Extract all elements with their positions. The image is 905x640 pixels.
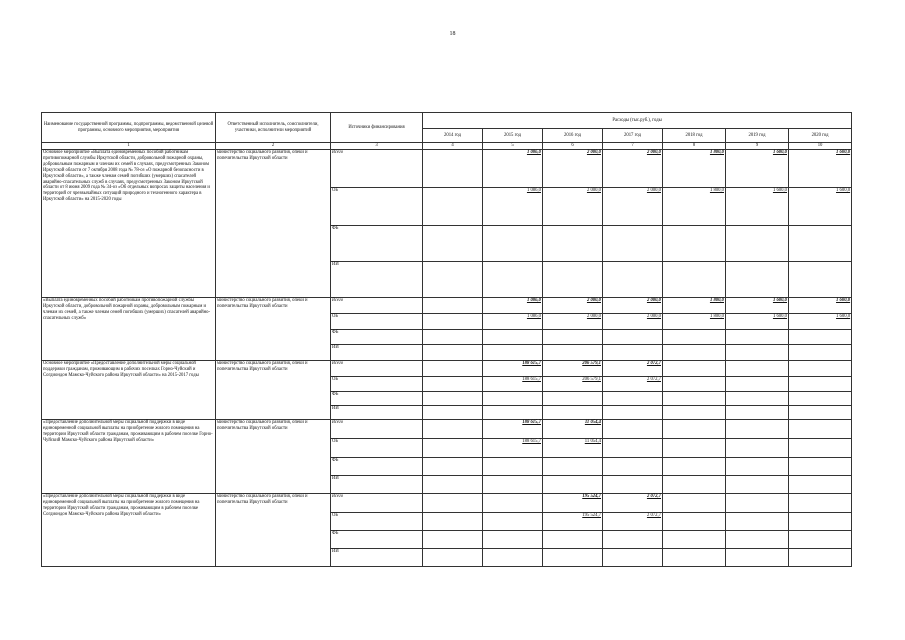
column-number: 10 (789, 143, 852, 150)
expense-cell: 1 600,0 (789, 150, 852, 188)
expense-cell (423, 188, 483, 226)
expense-cell: 2 000,0 (603, 298, 663, 314)
expense-cell (603, 531, 663, 549)
page-number: 18 (449, 31, 456, 37)
expense-cell: 1 086,0 (483, 314, 543, 330)
expense-cell (483, 549, 543, 567)
expense-cell (726, 361, 789, 377)
funding-source: ФБ (331, 226, 423, 262)
header-name: Наименование государственной программы, подпрограммы, ведомственной целевой программы, основного мероприятия, мероприятия (42, 113, 216, 143)
expense-cell (423, 531, 483, 549)
expense-cell (663, 458, 726, 476)
expense-cell: 1 800,0 (663, 298, 726, 314)
funding-source: ИИ (331, 262, 423, 298)
expense-cell (483, 226, 543, 262)
funding-source: ФБ (331, 392, 423, 406)
expense-cell: 11 054,4 (543, 439, 603, 458)
expense-cell (423, 458, 483, 476)
expense-cell: 1 600,0 (726, 150, 789, 188)
expense-cell: 1 600,0 (726, 298, 789, 314)
expense-cell (663, 392, 726, 406)
expense-cell (483, 262, 543, 298)
expense-cell: 1 600,0 (789, 188, 852, 226)
column-number: 9 (726, 143, 789, 150)
table-row (42, 420, 852, 439)
expense-cell (663, 494, 726, 513)
expense-cell (423, 406, 483, 420)
expense-cell: 2 000,0 (603, 188, 663, 226)
header-executor: Ответственный исполнитель, соисполнители, участники, исполнители мероприятий (216, 113, 331, 143)
expense-cell (726, 458, 789, 476)
expense-cell: 2 000,0 (603, 150, 663, 188)
expense-cell (483, 458, 543, 476)
header-year: 2016 год (543, 129, 603, 143)
expense-cell (423, 262, 483, 298)
expense-cell (789, 330, 852, 345)
expense-cell: 1 800,0 (663, 188, 726, 226)
funding-source: ФБ (331, 458, 423, 476)
expense-cell (726, 476, 789, 494)
expense-cell (603, 262, 663, 298)
funding-source: ИИ (331, 345, 423, 361)
header-source: Источники финансирования (331, 113, 423, 143)
funding-source: ИИ (331, 406, 423, 420)
funding-source: ОБ (331, 513, 423, 531)
expense-cell (603, 406, 663, 420)
header-year: 2017 год (603, 129, 663, 143)
expense-cell: 2 072,7 (603, 494, 663, 513)
expense-cell (789, 439, 852, 458)
expense-cell (726, 439, 789, 458)
expense-cell (423, 513, 483, 531)
expense-cell (603, 392, 663, 406)
column-number: 4 (423, 143, 483, 150)
expense-cell: 188 615,7 (483, 361, 543, 377)
expense-cell (603, 439, 663, 458)
expense-cell: 2 072,7 (603, 361, 663, 377)
expense-cell: 2 072,7 (603, 513, 663, 531)
expense-cell: 1 600,0 (789, 298, 852, 314)
program-name: «Предоставление дополнительной меры социальной поддержки в виде единовременной социальной выплаты на приобретение жилого помещения на территории Иркутской области гражданам, проживающим в рабочем поселке Горно-Чуйский Мамско-Чуйского района Иркутской области» (42, 420, 216, 494)
header-year: 2018 год (663, 129, 726, 143)
table-row (42, 150, 852, 188)
funding-source: Всего (331, 150, 423, 188)
expense-cell (423, 314, 483, 330)
expense-cell (663, 262, 726, 298)
expense-cell (423, 439, 483, 458)
expense-cell: 2 000,0 (543, 298, 603, 314)
expense-cell (663, 406, 726, 420)
expense-cell: 1 086,0 (483, 150, 543, 188)
expense-cell: 2 000,0 (543, 150, 603, 188)
expense-cell: 2 000,0 (543, 314, 603, 330)
expense-cell (663, 226, 726, 262)
executor: министерство социального развития, опеки и попечительства Иркутской области (216, 361, 331, 420)
expense-cell (789, 420, 852, 439)
table-row (42, 298, 852, 314)
expense-cell: 1 800,0 (663, 314, 726, 330)
expense-cell (483, 513, 543, 531)
expense-cell (423, 420, 483, 439)
expense-cell (603, 226, 663, 262)
expense-cell: 1 086,0 (483, 188, 543, 226)
program-name: «Выплата единовременных пособий работникам противопожарной службы Иркутской области, добровольной пожарной охраны, добровольным пожарным и членам их семей, а также членам семей погибших (умерших) спасателей аварийно-спасательных служб» (42, 298, 216, 361)
expense-cell (603, 420, 663, 439)
program-name: «Предоставление дополнительной меры социальной поддержки в виде единовременной социальной выплаты на приобретение жилого помещения на территории Иркутской области гражданам, проживающим в рабочем поселке Согдиондон Мамско-Чуйского района Иркутской области» (42, 494, 216, 567)
header-year: 2015 год (483, 129, 543, 143)
expense-cell (543, 476, 603, 494)
expense-cell (726, 330, 789, 345)
funding-source: ОБ (331, 314, 423, 330)
expense-cell (726, 531, 789, 549)
expense-cell (423, 494, 483, 513)
expense-cell (603, 549, 663, 567)
expense-cell (726, 513, 789, 531)
expense-cell (483, 494, 543, 513)
expense-cell (789, 377, 852, 392)
funding-source: ОБ (331, 188, 423, 226)
expense-cell (423, 150, 483, 188)
expense-cell (663, 476, 726, 494)
expense-cell (726, 377, 789, 392)
header-expenses: Расходы (тыс.руб.), годы (423, 113, 852, 129)
expense-cell: 2 000,0 (543, 188, 603, 226)
expense-cell (603, 345, 663, 361)
expense-cell (663, 531, 726, 549)
column-number: 7 (603, 143, 663, 150)
expense-cell (483, 406, 543, 420)
expense-cell (543, 392, 603, 406)
expense-cell (483, 345, 543, 361)
expense-cell (423, 392, 483, 406)
expense-cell (726, 406, 789, 420)
expense-cell (543, 330, 603, 345)
expense-cell (543, 531, 603, 549)
expense-cell (726, 549, 789, 567)
expense-cell: 195 524,7 (543, 494, 603, 513)
expense-cell: 1 600,0 (726, 188, 789, 226)
funding-source: Всего (331, 361, 423, 377)
expense-cell: 206 579,1 (543, 361, 603, 377)
expense-cell: 1 600,0 (789, 314, 852, 330)
program-name: Основное мероприятие «Выплата единовременных пособий работникам противопожарной службы Иркутской области, добровольной пожарной охраны, добровольным пожарным и членам их семей в случаях, предусмотренных Законом Иркутской области от 7 октября 2008 года № 78-оз «О пожарной безопасности в Иркутской области», а также членам семей погибших (умерших) спасателей аварийно-спасательных служб в случаях, предусмотренных Законом Иркутской области от 8 июня 2009 года № 34-оз «Об отдельных вопросах защиты населения и территорий от чрезвычайных ситуаций природного и техногенного характера в Иркутской области» на 2015-2020 годы (42, 150, 216, 298)
expense-cell: 188 615,7 (483, 377, 543, 392)
expense-cell (789, 476, 852, 494)
expense-cell (789, 226, 852, 262)
expense-cell (663, 361, 726, 377)
expense-cell (423, 377, 483, 392)
executor: министерство социального развития, опеки и попечительства Иркутской области (216, 420, 331, 494)
header-year: 2014 год (423, 129, 483, 143)
expense-cell: 188 615,7 (483, 439, 543, 458)
expense-cell (423, 330, 483, 345)
expense-cell (789, 494, 852, 513)
expense-cell (543, 458, 603, 476)
expense-cell (543, 406, 603, 420)
expense-cell: 195 524,7 (543, 513, 603, 531)
expense-cell (603, 458, 663, 476)
expense-cell (483, 392, 543, 406)
funding-source: ОБ (331, 439, 423, 458)
expense-cell (543, 549, 603, 567)
table-row (42, 494, 852, 513)
funding-source: ИИ (331, 549, 423, 567)
header-year: 2019 год (726, 129, 789, 143)
expense-cell (726, 226, 789, 262)
table-body (42, 150, 852, 567)
column-number: 2 (216, 143, 331, 150)
funding-source: ИИ (331, 476, 423, 494)
expense-cell (726, 262, 789, 298)
expense-cell: 2 000,0 (603, 314, 663, 330)
expense-cell (423, 476, 483, 494)
funding-source: Всего (331, 494, 423, 513)
expense-cell: 188 615,7 (483, 420, 543, 439)
expense-cell (663, 330, 726, 345)
executor: министерство социального развития, опеки и попечительства Иркутской области (216, 494, 331, 567)
expense-cell (663, 420, 726, 439)
expense-cell (543, 262, 603, 298)
expense-cell: 1 600,0 (726, 314, 789, 330)
expense-cell (789, 549, 852, 567)
column-number: 3 (331, 143, 423, 150)
expense-cell (603, 330, 663, 345)
funding-source: ФБ (331, 531, 423, 549)
expense-cell (423, 345, 483, 361)
header-year: 2020 год (789, 129, 852, 143)
funding-source: Всего (331, 420, 423, 439)
expense-cell (423, 298, 483, 314)
column-number-row (42, 143, 852, 150)
expense-cell (726, 392, 789, 406)
expense-cell (423, 549, 483, 567)
column-number: 5 (483, 143, 543, 150)
expense-cell (663, 549, 726, 567)
expense-cell (543, 226, 603, 262)
expense-cell: 206 579,1 (543, 377, 603, 392)
table-row (42, 361, 852, 377)
expense-cell (663, 377, 726, 392)
expense-cell (789, 458, 852, 476)
expense-cell (423, 361, 483, 377)
expense-cell: 1 800,0 (663, 150, 726, 188)
expense-cell (789, 531, 852, 549)
expense-cell (789, 361, 852, 377)
expense-cell (483, 330, 543, 345)
expense-cell (789, 262, 852, 298)
expense-cell (663, 345, 726, 361)
expense-cell (726, 494, 789, 513)
expense-cell (789, 345, 852, 361)
expense-cell (789, 406, 852, 420)
funding-source: ОБ (331, 377, 423, 392)
executor: министерство социального развития, опеки и попечительства Иркутской области (216, 298, 331, 361)
column-number: 8 (663, 143, 726, 150)
expense-cell: 1 086,0 (483, 298, 543, 314)
expense-cell: 11 054,4 (543, 420, 603, 439)
expense-cell: 2 072,7 (603, 377, 663, 392)
funding-source: Всего (331, 298, 423, 314)
expense-cell (423, 226, 483, 262)
expense-cell (483, 476, 543, 494)
column-number: 6 (543, 143, 603, 150)
expense-cell (789, 513, 852, 531)
expense-cell (663, 513, 726, 531)
column-number: 1 (42, 143, 216, 150)
expense-cell (789, 392, 852, 406)
funding-source: ФБ (331, 330, 423, 345)
expenses-table (41, 112, 852, 567)
expense-cell (726, 420, 789, 439)
expense-cell (483, 531, 543, 549)
program-name: Основное мероприятие «Предоставление дополнительной меры социальной поддержки гражданам, проживающим в рабочих поселках Горно-Чуйский и Согдиондон Мамско-Чуйского района Иркутской области» на 2015-2017 годы (42, 361, 216, 420)
expense-cell (603, 476, 663, 494)
expense-cell (543, 345, 603, 361)
expense-cell (726, 345, 789, 361)
expense-cell (663, 439, 726, 458)
executor: министерство социального развития, опеки и попечительства Иркутской области (216, 150, 331, 298)
